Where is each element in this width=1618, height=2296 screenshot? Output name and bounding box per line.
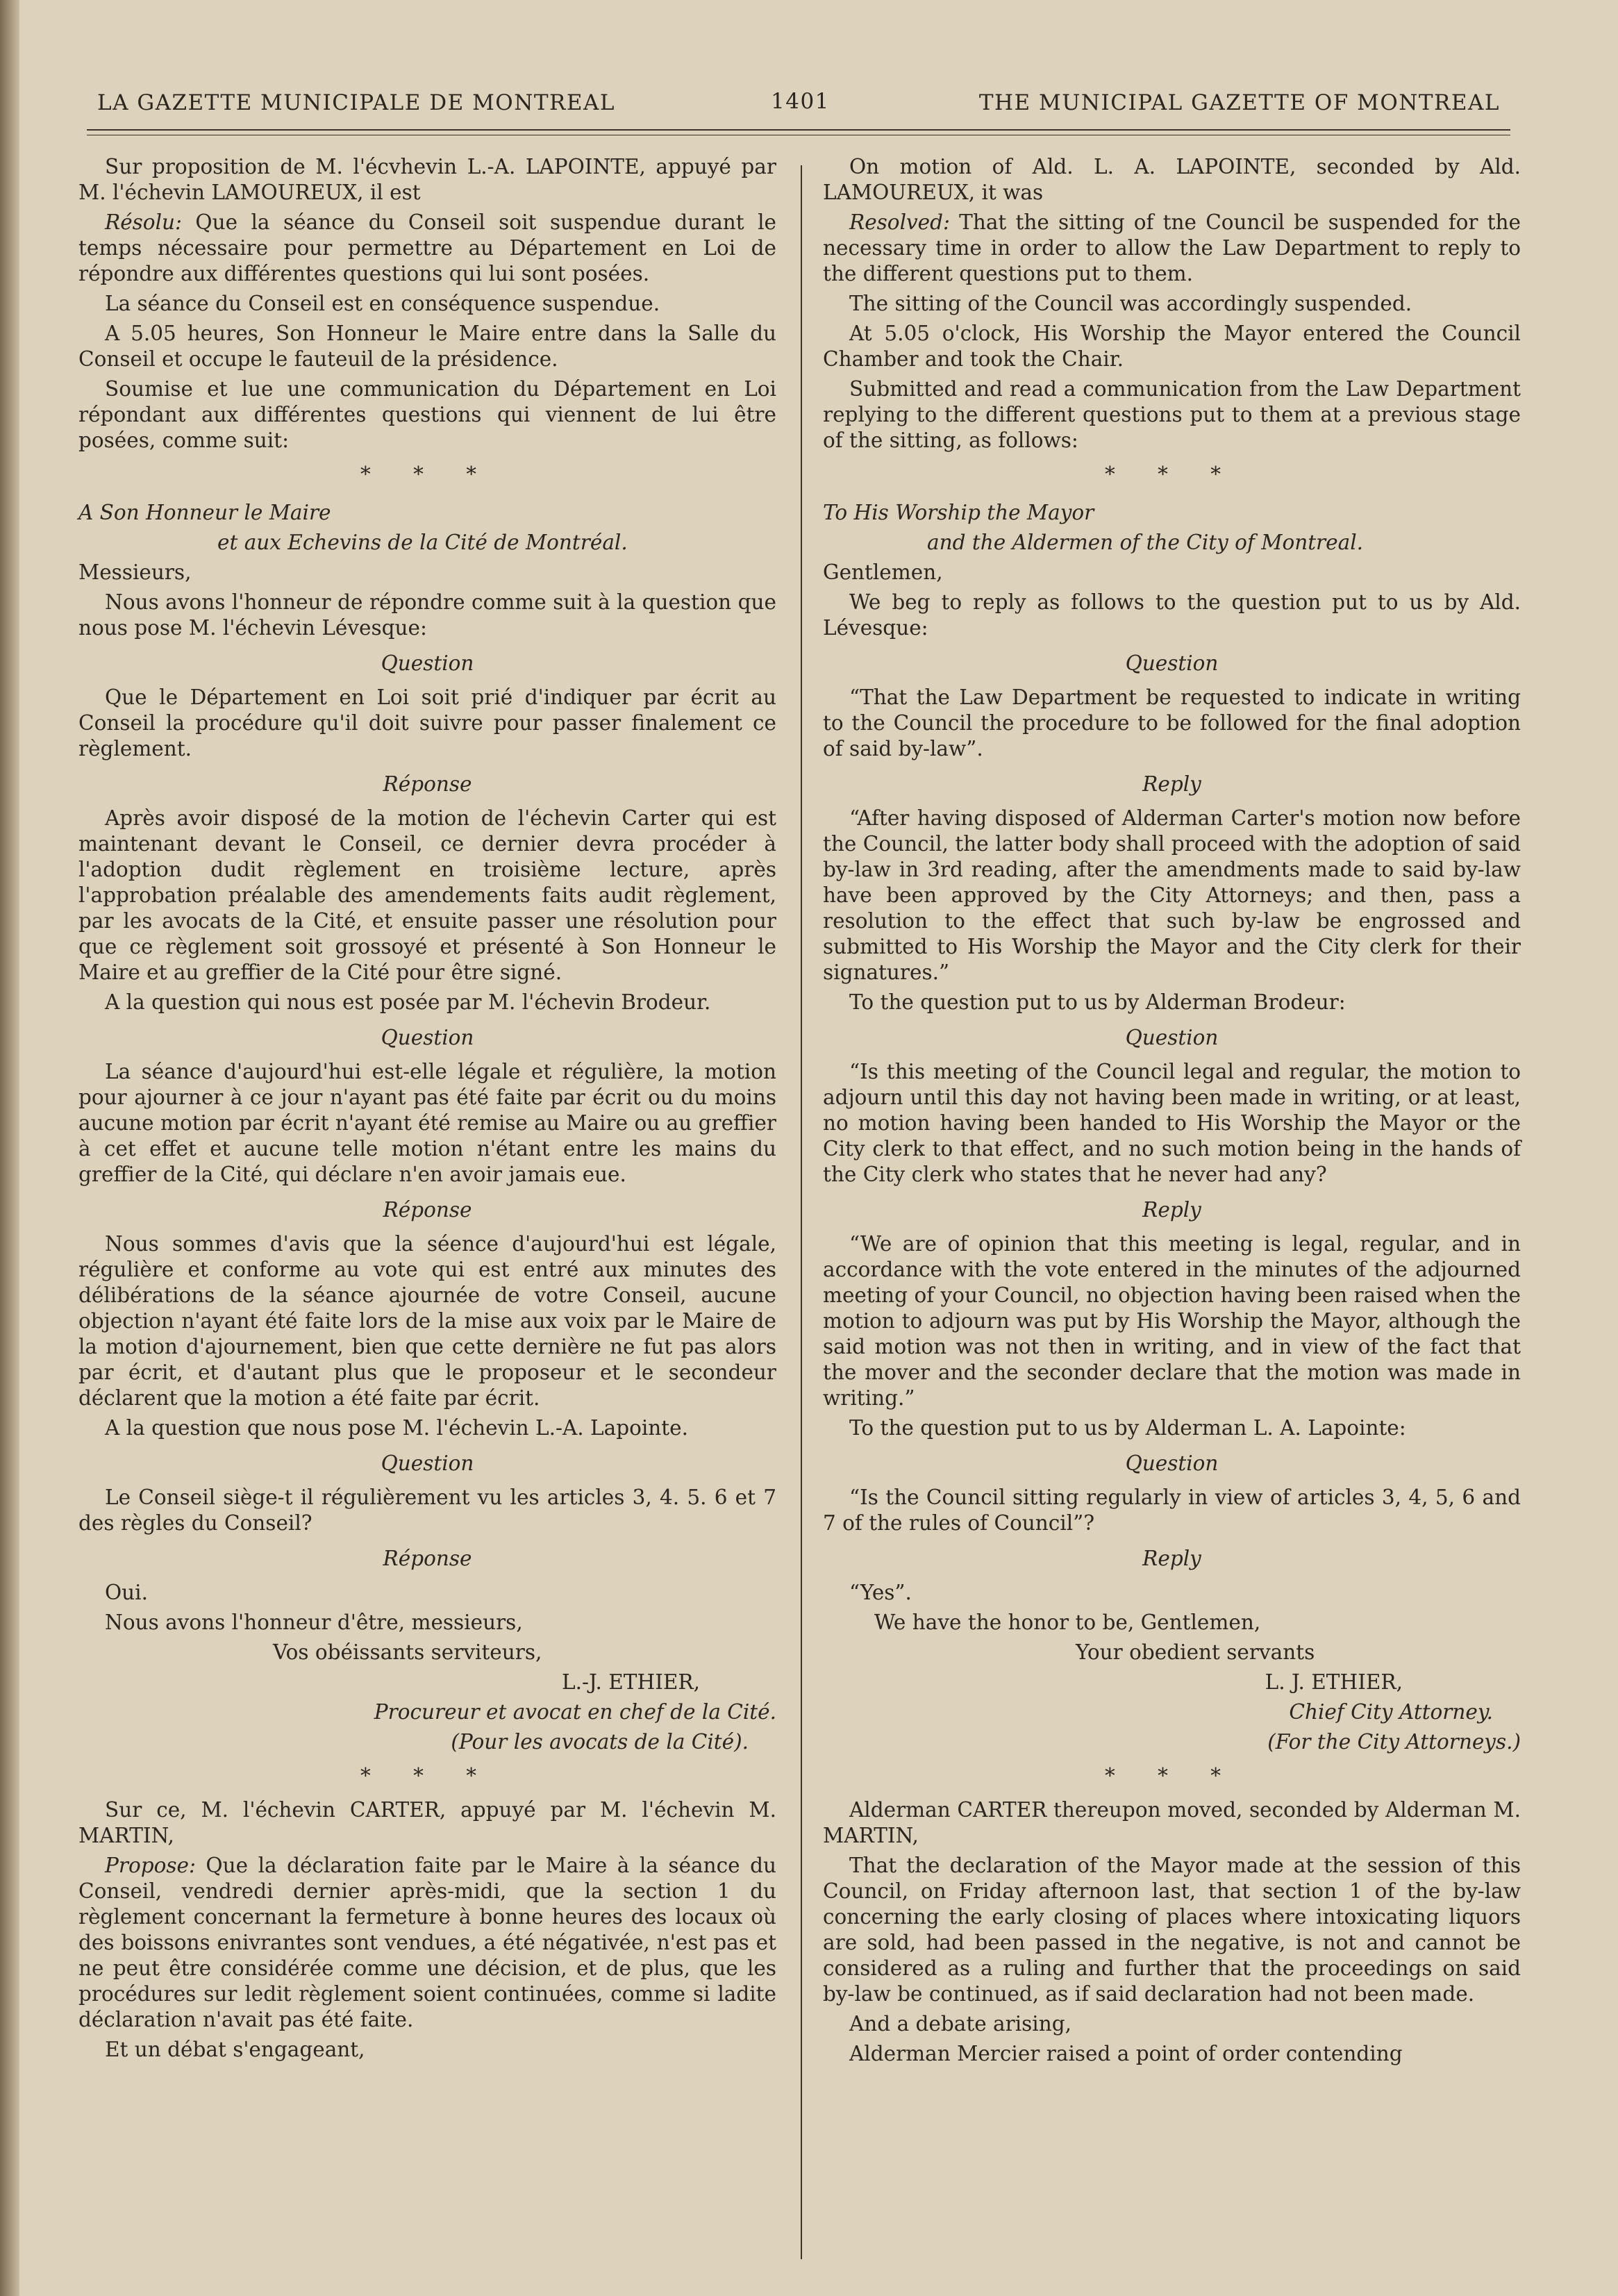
question-heading: Question: [381, 651, 474, 675]
signature-name: L. J. ETHIER,: [1265, 1670, 1403, 1694]
paragraph: La séance d'aujourd'hui est-elle légale et régulière, la motion pour ajourner à ce jour n'ayant pas été faite par écrit ou du moins aucune motion par écrit n'ayant été remise au Maire ou au greffier à cet effet et aucune telle motion n'étant entre les mains du greffier de la Cité, qui déclare n'en avoir jamais eue.: [78, 1060, 776, 1186]
paragraph: To the question put to us by Alderman L. A. Lapointe:: [849, 1416, 1406, 1440]
signature-title: Chief City Attorney.: [1289, 1700, 1493, 1724]
page-binding-shadow: [0, 0, 19, 2296]
paragraph: “Yes”.: [849, 1581, 912, 1604]
paragraph: “Is this meeting of the Council legal and regular, the motion to adjourn until this day not having been made in writing, or at least, no motion having been handed to His Worship the Mayor or the City clerk to that effect, and no such motion being in the hands of the City clerk who states that he never had any?: [823, 1060, 1521, 1186]
answer-heading: Réponse: [383, 1547, 472, 1570]
question-heading: Question: [381, 1026, 474, 1049]
address-line: To His Worship the Mayor: [823, 501, 1094, 524]
paragraph: “Is the Council sitting regularly in view of articles 3, 4, 5, 6 and 7 of the rules of Council”?: [823, 1486, 1521, 1535]
paragraph: On motion of Ald. L. A. LAPOINTE, seconded by Ald. LAMOUREUX, it was: [823, 155, 1521, 204]
paragraph: “We are of opinion that this meeting is legal, regular, and in accordance with the vote entered in the minutes of the adjourned meeting of your Council, no objection having been raised when the motion to adjourn was put by His Worship the Mayor, although the said motion was not then in writing, and in view of the fact that the mover and the seconder declare that the motion was made in writing.”: [823, 1232, 1521, 1410]
header-french-title: LA GAZETTE MUNICIPALE DE MONTREAL: [97, 90, 615, 115]
paragraph: Le Conseil siège-t il régulièrement vu les articles 3, 4. 5. 6 et 7 des règles du Conseil?: [78, 1486, 776, 1535]
motion-text: Que la déclaration faite par le Maire à la séance du Conseil, vendredi dernier après-midi, que la section 1 du règlement concernant la fermeture à bonne heures des locaux où des boissons enivrantes sont vendues, a été négativée, n'est pas et ne peut être considérée comme une décision, et de plus, que les procédures sur ledit règlement soient continuées, comme si ladite déclaration n'avait pas été faite.: [78, 1854, 776, 2031]
paragraph: And a debate arising,: [849, 2012, 1071, 2036]
salutation: Messieurs,: [78, 560, 192, 584]
paragraph: The sitting of the Council was accordingly suspended.: [849, 292, 1412, 315]
english-column: [823, 154, 1521, 2071]
header-english-title: THE MUNICIPAL GAZETTE OF MONTREAL: [978, 90, 1500, 115]
paragraph: A la question que nous pose M. l'échevin L.-A. Lapointe.: [105, 1416, 688, 1440]
paragraph: Oui.: [105, 1581, 148, 1604]
header-rule-top: [87, 129, 1510, 131]
paragraph: La séance du Conseil est en conséquence suspendue.: [105, 292, 660, 315]
page-header: [97, 85, 1500, 124]
paragraph: Alderman CARTER thereupon moved, seconded by Alderman M. MARTIN,: [823, 1798, 1521, 1847]
section-separator: * * *: [360, 463, 494, 486]
question-heading: Question: [1125, 1451, 1219, 1475]
paragraph: Nous avons l'honneur d'être, messieurs,: [105, 1611, 523, 1634]
paragraph: Soumise et lue une communication du Département en Loi répondant aux différentes questions qui viennent de lui être posées, comme suit:: [78, 377, 776, 452]
paragraph: [823, 210, 1521, 287]
paragraph: Sur proposition de M. l'écvhevin L.-A. LAPOINTE, appuyé par M. l'échevin LAMOUREUX, il est: [78, 155, 776, 204]
paragraph: Après avoir disposé de la motion de l'échevin Carter qui est maintenant devant le Conseil, ce dernier devra procéder à l'adoption dudit règlement en troisième lecture, après l'approbation préalable des amendements faits audit règlement, par les avocats de la Cité, et ensuite passer une résolution pour que ce règlement soit grossoyé et présenté à Son Honneur le Maire et au greffier de la Cité pour être signé.: [78, 806, 776, 984]
signature-note: (For the City Attorneys.): [1267, 1730, 1521, 1754]
paragraph: [78, 210, 776, 287]
address-line: A Son Honneur le Maire: [78, 501, 331, 524]
paragraph: Nous sommes d'avis que la séence d'aujourd'hui est légale, régulière et conforme au vote qui est entré aux minutes des délibérations de la séance ajournée de votre Conseil, aucune objection n'ayant été faite lors de la mise aux voix par le Maire de la motion d'ajournement, bien que cette dernière ne fut pas alors par écrit, et d'autant plus que le proposeur et le secondeur déclarent que la motion a été faite par écrit.: [78, 1232, 776, 1410]
paragraph: At 5.05 o'clock, His Worship the Mayor entered the Council Chamber and took the Chair.: [823, 322, 1521, 371]
closing-line: Vos obéissants serviteurs,: [273, 1640, 542, 1664]
closing-line: We have the honor to be, Gentlemen,: [874, 1611, 1261, 1634]
motion-label: Propose:: [105, 1854, 196, 1877]
french-column: [78, 154, 776, 2067]
resolution-text: That the sitting of tne Council be suspended for the necessary time in order to allow the Law Department to reply to the different questions put to them.: [823, 210, 1521, 285]
answer-heading: Reply: [1142, 1198, 1201, 1222]
closing-line: Your obedient servants: [1076, 1640, 1315, 1664]
paragraph: A 5.05 heures, Son Honneur le Maire entre dans la Salle du Conseil et occupe le fauteuil de la présidence.: [78, 322, 776, 371]
resolution-label: Résolu:: [105, 210, 182, 234]
paragraph: To the question put to us by Alderman Brodeur:: [849, 990, 1346, 1014]
paragraph: We beg to reply as follows to the question put to us by Ald. Lévesque:: [823, 590, 1521, 640]
answer-heading: Reply: [1142, 772, 1201, 796]
signature-name: L.-J. ETHIER,: [562, 1670, 700, 1694]
paragraph: Sur ce, M. l'échevin CARTER, appuyé par M. l'échevin M. MARTIN,: [78, 1798, 776, 1847]
section-separator: * * *: [1104, 463, 1239, 486]
paragraph: Et un débat s'engageant,: [105, 2038, 365, 2061]
question-heading: Question: [1125, 651, 1219, 675]
address-line: and the Aldermen of the City of Montreal.: [927, 531, 1364, 554]
answer-heading: Reply: [1142, 1547, 1201, 1570]
section-separator: * * *: [1104, 1764, 1239, 1788]
paragraph: Nous avons l'honneur de répondre comme suit à la question que nous pose M. l'échevin Lévesque:: [78, 590, 776, 640]
address-line: et aux Echevins de la Cité de Montréal.: [217, 531, 628, 554]
resolution-label: Resolved:: [849, 210, 950, 234]
paragraph: That the declaration of the Mayor made at the session of this Council, on Friday afternoon last, that section 1 of the by-law concerning the early closing of places where intoxicating liquors are sold, had been passed in the negative, is not and cannot be considered as a ruling and further that the proceedings on said by-law be continued, as if said declaration had not been made.: [823, 1854, 1521, 2006]
salutation: Gentlemen,: [823, 560, 943, 584]
question-heading: Question: [381, 1451, 474, 1475]
page-number: 1401: [771, 89, 830, 114]
section-separator: * * *: [360, 1764, 494, 1788]
paragraph: Que le Département en Loi soit prié d'indiquer par écrit au Conseil la procédure qu'il doit suivre pour passer finalement ce règlement.: [78, 685, 776, 760]
answer-heading: Réponse: [383, 1198, 472, 1222]
question-heading: Question: [1125, 1026, 1219, 1049]
signature-note: (Pour les avocats de la Cité).: [451, 1730, 749, 1754]
paragraph: “That the Law Department be requested to indicate in writing to the Council the procedure to be followed for the final adoption of said by-law”.: [823, 685, 1521, 760]
answer-heading: Réponse: [383, 772, 472, 796]
paragraph: A la question qui nous est posée par M. l'échevin Brodeur.: [105, 990, 711, 1014]
resolution-text: Que la séance du Conseil soit suspendue durant le temps nécessaire pour permettre au Département en Loi de répondre aux différentes questions qui lui sont posées.: [78, 210, 776, 285]
paragraph: Alderman Mercier raised a point of order contending: [849, 2042, 1403, 2065]
paragraph: Submitted and read a communication from the Law Department replying to the different questions put to them at a previous stage of the sitting, as follows:: [823, 377, 1521, 452]
signature-title: Procureur et avocat en chef de la Cité.: [374, 1700, 776, 1724]
column-divider: [801, 165, 802, 2259]
paragraph: “After having disposed of Alderman Carter's motion now before the Council, the latter body shall proceed with the adoption of said by-law in 3rd reading, after the amendments made to said by-law have been approved by the City Attorneys; and then, pass a resolution to the effect that such by-law be engrossed and submitted to His Worship the Mayor and the City clerk for their signatures.”: [823, 806, 1521, 984]
paragraph: [78, 1853, 776, 2033]
